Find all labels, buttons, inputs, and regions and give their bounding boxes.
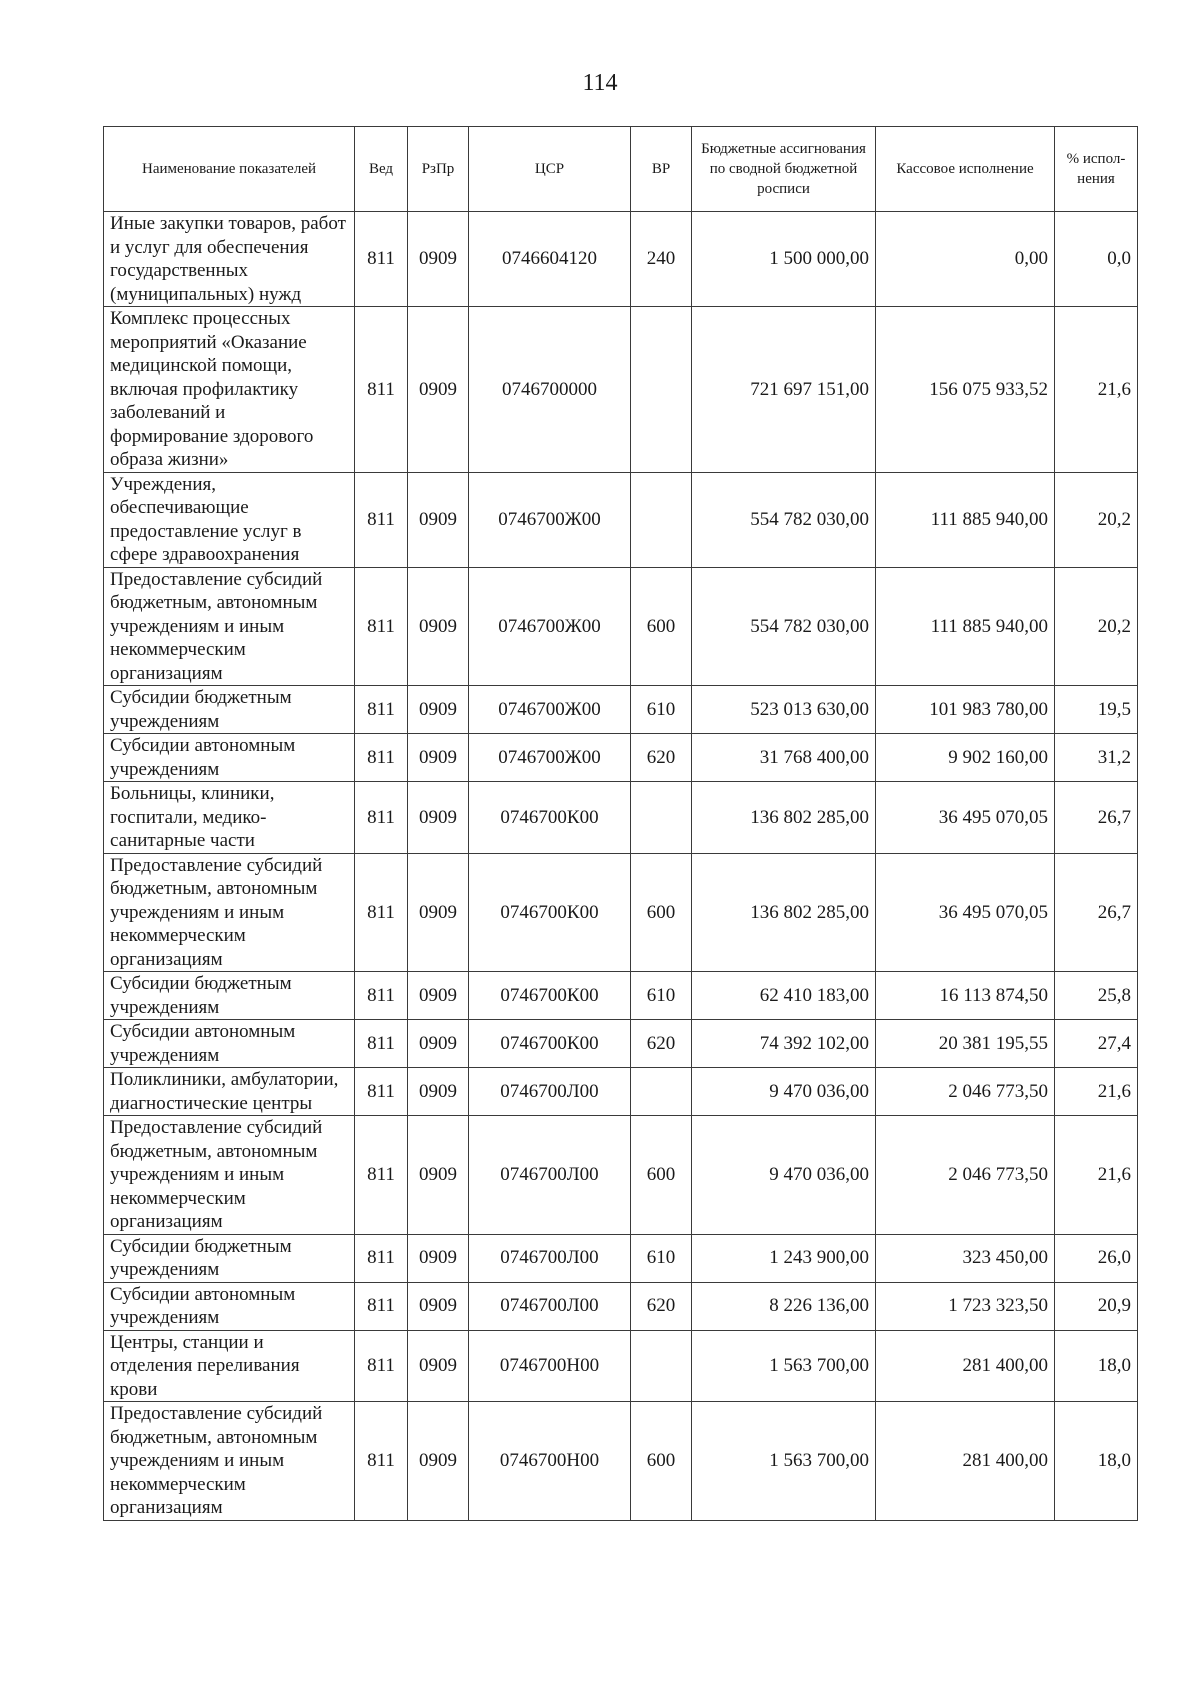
table-row (104, 472, 1138, 567)
row-budget: 9 470 036,00 (692, 1068, 876, 1116)
row-ved: 811 (355, 734, 408, 782)
row-vr (631, 472, 692, 567)
row-vr: 610 (631, 972, 692, 1020)
page-number: 114 (582, 70, 618, 96)
row-rzpr: 0909 (408, 1330, 469, 1402)
row-cash: 1 723 323,50 (876, 1282, 1055, 1330)
row-name: Поликлиники, амбулатории, диагностические центры (104, 1068, 355, 1116)
row-rzpr: 0909 (408, 1020, 469, 1068)
row-pct: 31,2 (1055, 734, 1138, 782)
row-budget: 8 226 136,00 (692, 1282, 876, 1330)
row-rzpr: 0909 (408, 972, 469, 1020)
table-header-row (104, 127, 1138, 212)
table-row (104, 567, 1138, 686)
header-csr: ЦСР (469, 127, 631, 212)
table-row (104, 782, 1138, 854)
header-rzpr: РзПр (408, 127, 469, 212)
row-csr: 0746700Ж00 (469, 686, 631, 734)
row-name: Предоставление субсидий бюджетным, автономным учреждениям и иным некоммерческим организациям (104, 1116, 355, 1235)
row-budget: 1 563 700,00 (692, 1330, 876, 1402)
table-row (104, 212, 1138, 307)
row-csr: 0746700К00 (469, 782, 631, 854)
row-cash: 2 046 773,50 (876, 1068, 1055, 1116)
row-vr (631, 1330, 692, 1402)
row-cash: 9 902 160,00 (876, 734, 1055, 782)
row-csr: 0746700К00 (469, 853, 631, 972)
row-csr: 0746700Н00 (469, 1402, 631, 1521)
row-csr: 0746700Л00 (469, 1282, 631, 1330)
row-vr (631, 1068, 692, 1116)
row-csr: 0746700К00 (469, 1020, 631, 1068)
row-budget: 136 802 285,00 (692, 853, 876, 972)
row-rzpr: 0909 (408, 567, 469, 686)
row-name: Предоставление субсидий бюджетным, автономным учреждениям и иным некоммерческим организациям (104, 853, 355, 972)
row-vr (631, 307, 692, 473)
row-cash: 101 983 780,00 (876, 686, 1055, 734)
table-row (104, 853, 1138, 972)
row-pct: 18,0 (1055, 1402, 1138, 1521)
row-vr: 600 (631, 1402, 692, 1521)
header-name: Наименование показателей (104, 127, 355, 212)
row-pct: 25,8 (1055, 972, 1138, 1020)
row-ved: 811 (355, 212, 408, 307)
row-pct: 26,0 (1055, 1234, 1138, 1282)
row-pct: 26,7 (1055, 782, 1138, 854)
table-row (104, 1234, 1138, 1282)
row-pct: 0,0 (1055, 212, 1138, 307)
row-ved: 811 (355, 1020, 408, 1068)
header-budget: Бюджетные ассигнования по сводной бюджетной росписи (692, 127, 876, 212)
row-budget: 523 013 630,00 (692, 686, 876, 734)
row-csr: 0746700Л00 (469, 1116, 631, 1235)
row-name: Иные закупки товаров, работ и услуг для обеспечения государственных (муниципальных) нужд (104, 212, 355, 307)
row-name: Учреждения, обеспечивающие предоставление услуг в сфере здравоохранения (104, 472, 355, 567)
row-pct: 20,2 (1055, 567, 1138, 686)
row-cash: 2 046 773,50 (876, 1116, 1055, 1235)
row-rzpr: 0909 (408, 212, 469, 307)
row-budget: 721 697 151,00 (692, 307, 876, 473)
row-cash: 281 400,00 (876, 1330, 1055, 1402)
table-row (104, 734, 1138, 782)
row-pct: 18,0 (1055, 1330, 1138, 1402)
row-ved: 811 (355, 1234, 408, 1282)
row-name: Субсидии бюджетным учреждениям (104, 972, 355, 1020)
row-budget: 62 410 183,00 (692, 972, 876, 1020)
row-ved: 811 (355, 1330, 408, 1402)
row-name: Больницы, клиники, госпитали, медико-санитарные части (104, 782, 355, 854)
header-vr: ВР (631, 127, 692, 212)
row-rzpr: 0909 (408, 1234, 469, 1282)
row-csr: 0746604120 (469, 212, 631, 307)
row-name: Центры, станции и отделения переливания крови (104, 1330, 355, 1402)
row-pct: 20,2 (1055, 472, 1138, 567)
row-pct: 27,4 (1055, 1020, 1138, 1068)
row-rzpr: 0909 (408, 1116, 469, 1235)
row-rzpr: 0909 (408, 1282, 469, 1330)
row-budget: 1 500 000,00 (692, 212, 876, 307)
row-csr: 0746700К00 (469, 972, 631, 1020)
row-ved: 811 (355, 1068, 408, 1116)
row-csr: 0746700Н00 (469, 1330, 631, 1402)
row-ved: 811 (355, 472, 408, 567)
row-budget: 136 802 285,00 (692, 782, 876, 854)
row-budget: 74 392 102,00 (692, 1020, 876, 1068)
row-cash: 36 495 070,05 (876, 782, 1055, 854)
header-pct: % испол-нения (1055, 127, 1138, 212)
table-row (104, 1020, 1138, 1068)
row-cash: 20 381 195,55 (876, 1020, 1055, 1068)
row-name: Предоставление субсидий бюджетным, автономным учреждениям и иным некоммерческим организациям (104, 567, 355, 686)
row-cash: 323 450,00 (876, 1234, 1055, 1282)
row-rzpr: 0909 (408, 472, 469, 567)
row-ved: 811 (355, 1282, 408, 1330)
row-cash: 36 495 070,05 (876, 853, 1055, 972)
table-row (104, 1330, 1138, 1402)
row-budget: 1 563 700,00 (692, 1402, 876, 1521)
row-budget: 554 782 030,00 (692, 567, 876, 686)
row-cash: 0,00 (876, 212, 1055, 307)
header-cash: Кассовое исполнение (876, 127, 1055, 212)
row-cash: 281 400,00 (876, 1402, 1055, 1521)
row-ved: 811 (355, 782, 408, 854)
row-name: Субсидии автономным учреждениям (104, 1282, 355, 1330)
header-ved: Вед (355, 127, 408, 212)
row-rzpr: 0909 (408, 1068, 469, 1116)
table-row (104, 1282, 1138, 1330)
row-rzpr: 0909 (408, 734, 469, 782)
row-vr: 240 (631, 212, 692, 307)
row-csr: 0746700Ж00 (469, 472, 631, 567)
row-cash: 156 075 933,52 (876, 307, 1055, 473)
table-row (104, 1402, 1138, 1521)
row-name: Комплекс процессных мероприятий «Оказание медицинской помощи, включая профилактику заболеваний и формирование здорового образа жизни» (104, 307, 355, 473)
row-csr: 0746700000 (469, 307, 631, 473)
row-budget: 9 470 036,00 (692, 1116, 876, 1235)
row-pct: 26,7 (1055, 853, 1138, 972)
row-vr: 600 (631, 853, 692, 972)
row-rzpr: 0909 (408, 1402, 469, 1521)
row-cash: 111 885 940,00 (876, 472, 1055, 567)
row-vr: 600 (631, 567, 692, 686)
row-rzpr: 0909 (408, 307, 469, 473)
row-pct: 19,5 (1055, 686, 1138, 734)
row-pct: 21,6 (1055, 1116, 1138, 1235)
table-row (104, 1068, 1138, 1116)
row-ved: 811 (355, 686, 408, 734)
row-budget: 1 243 900,00 (692, 1234, 876, 1282)
row-budget: 554 782 030,00 (692, 472, 876, 567)
row-name: Субсидии бюджетным учреждениям (104, 686, 355, 734)
row-budget: 31 768 400,00 (692, 734, 876, 782)
row-rzpr: 0909 (408, 853, 469, 972)
table-row (104, 686, 1138, 734)
row-ved: 811 (355, 972, 408, 1020)
row-vr (631, 782, 692, 854)
row-ved: 811 (355, 1116, 408, 1235)
row-ved: 811 (355, 307, 408, 473)
table-row (104, 307, 1138, 473)
row-csr: 0746700Л00 (469, 1068, 631, 1116)
row-ved: 811 (355, 853, 408, 972)
row-pct: 21,6 (1055, 307, 1138, 473)
row-vr: 620 (631, 1020, 692, 1068)
row-name: Субсидии бюджетным учреждениям (104, 1234, 355, 1282)
table-row (104, 972, 1138, 1020)
row-name: Предоставление субсидий бюджетным, автономным учреждениям и иным некоммерческим организациям (104, 1402, 355, 1521)
row-vr: 600 (631, 1116, 692, 1235)
table-row (104, 1116, 1138, 1235)
row-vr: 620 (631, 734, 692, 782)
row-pct: 20,9 (1055, 1282, 1138, 1330)
budget-execution-table (103, 126, 1138, 1521)
row-vr: 610 (631, 686, 692, 734)
row-cash: 111 885 940,00 (876, 567, 1055, 686)
row-ved: 811 (355, 1402, 408, 1521)
row-vr: 620 (631, 1282, 692, 1330)
row-pct: 21,6 (1055, 1068, 1138, 1116)
row-name: Субсидии автономным учреждениям (104, 1020, 355, 1068)
row-ved: 811 (355, 567, 408, 686)
row-vr: 610 (631, 1234, 692, 1282)
row-name: Субсидии автономным учреждениям (104, 734, 355, 782)
row-rzpr: 0909 (408, 782, 469, 854)
row-csr: 0746700Ж00 (469, 567, 631, 686)
row-cash: 16 113 874,50 (876, 972, 1055, 1020)
row-csr: 0746700Л00 (469, 1234, 631, 1282)
row-rzpr: 0909 (408, 686, 469, 734)
row-csr: 0746700Ж00 (469, 734, 631, 782)
